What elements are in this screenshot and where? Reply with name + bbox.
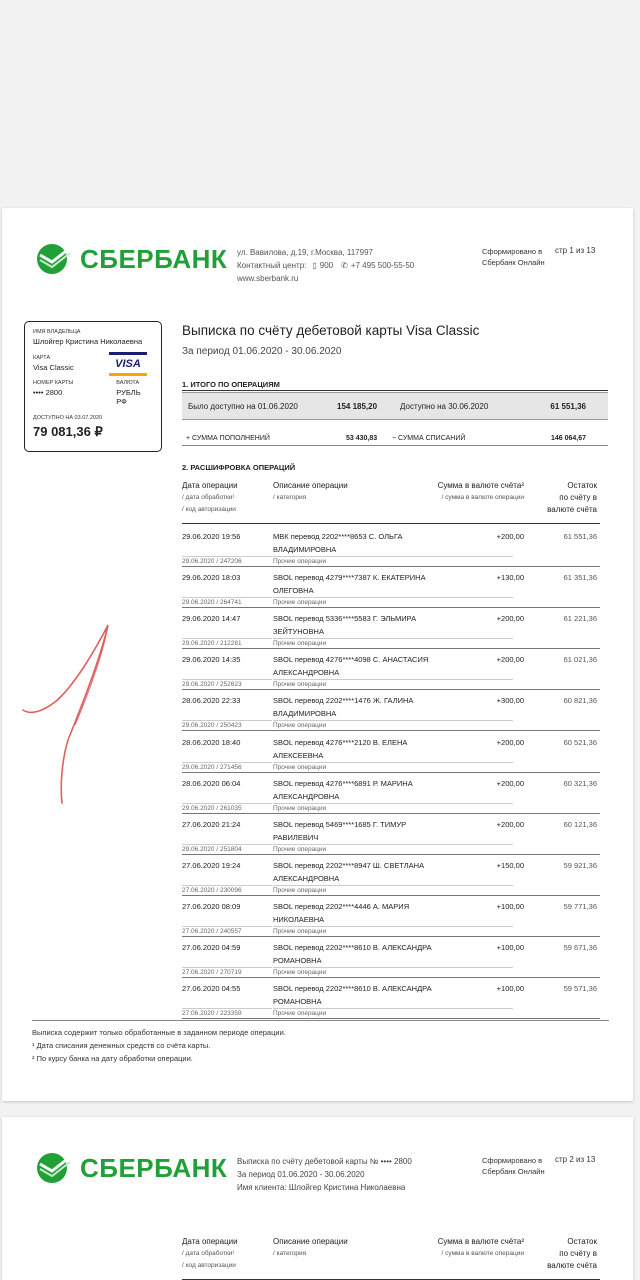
footnote-1: Выписка содержит только обработанные в заданном периоде операции. [32, 1028, 286, 1037]
col-date-sub2: / код авторизации [182, 1262, 236, 1269]
transaction-processing: 27.06.2020 / 240557 [182, 926, 272, 935]
transaction-date: 27.06.2020 21:24 [182, 819, 241, 829]
transaction-row [182, 732, 600, 773]
transaction-amount: +200,00 [496, 737, 524, 747]
transaction-processing: 29.06.2020 / 247206 [182, 556, 272, 565]
page-number: стр 1 из 13 [555, 246, 596, 255]
transaction-balance: 61 351,36 [563, 573, 597, 583]
transaction-processing: 27.06.2020 / 230096 [182, 885, 272, 894]
col-amount: Сумма в валюте счёта² [437, 481, 524, 490]
transaction-description: SBOL перевод 2202****1476 Ж. ГАЛИНА ВЛАДИМИРОВНА [273, 696, 414, 719]
transaction-balance: 60 121,36 [563, 819, 597, 829]
transaction-processing: 27.06.2020 / 223359 [182, 1008, 272, 1017]
page2-info [237, 1155, 412, 1194]
transaction-category: Прочие операции [273, 844, 513, 853]
col-date: Дата операции [182, 481, 238, 490]
transaction-category: Прочие операции [273, 720, 513, 729]
transaction-balance: 60 321,36 [563, 778, 597, 788]
page-number-p2: стр 2 из 13 [555, 1155, 596, 1164]
transaction-category: Прочие операции [273, 926, 513, 935]
transaction-processing: 29.06.2020 / 264741 [182, 597, 272, 606]
phone-long: +7 495 500-55-50 [350, 261, 415, 270]
transaction-date: 27.06.2020 04:55 [182, 984, 241, 994]
transaction-date: 28.06.2020 18:40 [182, 737, 241, 747]
transaction-amount: +100,00 [496, 984, 524, 994]
transaction-category: Прочие операции [273, 1008, 513, 1017]
formed-in-p2 [482, 1155, 548, 1177]
footnotes [32, 1020, 609, 1065]
col-date: Дата операции [182, 1237, 238, 1246]
col-date-sub1: / дата обработки¹ [182, 1250, 235, 1257]
plus-label: + СУММА ПОПОЛНЕНИЙ [186, 435, 270, 442]
transaction-date: 28.06.2020 22:33 [182, 696, 241, 706]
transaction-row [182, 773, 600, 814]
summary-box [182, 392, 608, 420]
col-balance-3: валюте счёта [547, 1261, 597, 1270]
details-section-title: 2. РАСШИФРОВКА ОПЕРАЦИЙ [182, 463, 296, 472]
plus-value: 53 430,83 [346, 435, 378, 442]
contact-label: Контактный центр: [237, 261, 307, 270]
transaction-date: 27.06.2020 08:09 [182, 901, 241, 911]
transaction-processing: 27.06.2020 / 270719 [182, 967, 272, 976]
formed-line-2: Сбербанк Онлайн [482, 258, 545, 267]
formed-line-1: Сформировано в [482, 1156, 543, 1165]
transaction-balance: 59 771,36 [563, 901, 597, 911]
p2-line-3: Имя клиента: Шлойгер Кристина Николаевна [237, 1183, 406, 1192]
col-desc-sub: / категория [273, 494, 307, 501]
card-number-row [33, 380, 153, 406]
transaction-description: SBOL перевод 5469****1685 Г. ТИМУР РАВИЛЕВИЧ [273, 819, 407, 842]
statement-page-2 [2, 1117, 633, 1280]
visa-logo: VISA [109, 352, 147, 376]
transaction-date: 27.06.2020 04:59 [182, 943, 241, 952]
minus-value: 146 064,67 [550, 435, 586, 442]
transaction-amount: +200,00 [496, 819, 524, 829]
col-balance-2: по счёту в [559, 1249, 597, 1258]
summary-section-title: 1. ИТОГО ПО ОПЕРАЦИЯМ [182, 380, 280, 389]
transaction-row [182, 814, 600, 855]
transaction-description: SBOL перевод 2202****8610 В. АЛЕКСАНДРА РОМАНОВНА [273, 984, 432, 1007]
table-header-p2 [182, 1234, 600, 1280]
transaction-row [182, 608, 600, 649]
transaction-row [182, 649, 600, 690]
transaction-processing: 29.06.2020 / 251804 [182, 844, 272, 853]
transaction-amount: +100,00 [496, 901, 524, 911]
brand-name: СБЕРБАНК [80, 243, 228, 274]
transaction-date: 28.06.2020 06:04 [182, 778, 241, 788]
sberbank-logo [32, 242, 227, 276]
number-label: НОМЕР КАРТЫ [33, 380, 74, 386]
transaction-amount: +100,00 [496, 943, 524, 952]
card-number: •••• 2800 [33, 388, 63, 397]
col-date-sub2: / код авторизации [182, 506, 236, 513]
col-balance-1: Остаток [567, 1237, 597, 1246]
mobile-icon: ▯ [312, 261, 317, 270]
card-currency: РУБЛЬ РФ [116, 388, 141, 406]
p2-line-1: Выписка по счёту дебетовой карты № •••• 2800 [237, 1157, 412, 1166]
transaction-row [182, 690, 600, 731]
transaction-balance: 60 821,36 [563, 696, 597, 706]
transaction-description: SBOL перевод 5336****5583 Г. ЭЛЬМИРА ЗЕЙТУНОВНА [273, 614, 417, 637]
col-desc: Описание операции [273, 1237, 348, 1246]
end-label: Доступно на 30.06.2020 [400, 402, 489, 411]
transaction-row [182, 896, 600, 937]
transaction-amount: +300,00 [496, 696, 524, 706]
phone-short: 900 [319, 261, 334, 270]
transaction-category: Прочие операции [273, 638, 513, 647]
start-label: Было доступно на 01.06.2020 [188, 402, 298, 411]
sberbank-logo-p2 [32, 1151, 227, 1185]
transaction-balance: 59 921,36 [563, 860, 597, 870]
transaction-balance: 61 021,36 [563, 655, 597, 665]
bank-address-block [237, 246, 414, 285]
transaction-category: Прочие операции [273, 679, 513, 688]
transaction-description: SBOL перевод 4276****4098 С. АНАСТАСИЯ АЛЕКСАНДРОВНА [273, 655, 429, 678]
totals-row [182, 432, 608, 446]
statement-title: Выписка по счёту дебетовой карты Visa Classic [182, 323, 480, 338]
brand-name: СБЕРБАНК [80, 1152, 228, 1183]
sberbank-logo-icon [32, 242, 76, 276]
transaction-balance: 60 521,36 [563, 737, 597, 747]
table-header [182, 478, 600, 524]
col-desc: Описание операции [273, 481, 348, 490]
transaction-row [182, 567, 600, 608]
col-date-sub1: / дата обработки¹ [182, 494, 235, 501]
transaction-description: SBOL перевод 2202****8610 В. АЛЕКСАНДРА РОМАНОВНА [273, 943, 432, 965]
available-label: ДОСТУПНО НА 03.07.2020 [33, 415, 103, 421]
transaction-description: SBOL перевод 4276****6891 Р. МАРИНА АЛЕКСАНДРОВНА [273, 778, 413, 801]
owner-name: Шлойгер Кристина Николаевна [33, 337, 143, 346]
transaction-category: Прочие операции [273, 967, 513, 976]
transaction-category: Прочие операции [273, 762, 513, 771]
transaction-date: 29.06.2020 14:35 [182, 655, 241, 665]
transaction-row [182, 937, 600, 978]
formed-line-1: Сформировано в [482, 247, 543, 256]
transaction-balance: 61 551,36 [563, 532, 597, 541]
card-info-box [24, 321, 162, 452]
transaction-description: МВК перевод 2202****8653 С. ОЛЬГА ВЛАДИМИРОВНА [273, 532, 403, 554]
transaction-processing: 29.06.2020 / 252623 [182, 679, 272, 688]
transaction-amount: +200,00 [496, 532, 524, 541]
statement-period: За период 01.06.2020 - 30.06.2020 [182, 346, 342, 357]
transaction-balance: 59 571,36 [563, 984, 597, 994]
sberbank-logo-icon [32, 1151, 76, 1185]
transaction-processing: 29.06.2020 / 250423 [182, 720, 272, 729]
transaction-balance: 61 221,36 [563, 614, 597, 624]
transaction-amount: +200,00 [496, 778, 524, 788]
transaction-amount: +130,00 [496, 573, 524, 583]
contact-row [237, 259, 414, 272]
end-value: 61 551,36 [550, 402, 586, 411]
col-amount-sub: / сумма в валюте операции [441, 1250, 524, 1257]
start-value: 154 185,20 [337, 402, 378, 411]
col-balance-1: Остаток [567, 481, 597, 490]
transaction-date: 29.06.2020 14:47 [182, 614, 241, 624]
transaction-date: 27.06.2020 19:24 [182, 860, 241, 870]
transaction-category: Прочие операции [273, 885, 513, 894]
card-type: Visa Classic [33, 363, 74, 372]
bank-address: ул. Вавилова, д.19, г.Москва, 117997 [237, 248, 373, 257]
col-balance-3: валюте счёта [547, 505, 597, 514]
transaction-balance: 59 671,36 [563, 943, 597, 952]
bank-website[interactable]: www.sberbank.ru [237, 274, 299, 283]
owner-label: ИМЯ ВЛАДЕЛЬЦА [33, 329, 81, 335]
transaction-amount: +200,00 [496, 614, 524, 624]
transaction-processing: 29.06.2020 / 271456 [182, 762, 272, 771]
transaction-processing: 29.06.2020 / 261035 [182, 803, 272, 812]
footnote-3: ² По курсу банка на дату обработки операции. [32, 1054, 193, 1063]
transaction-date: 29.06.2020 19:56 [182, 532, 241, 541]
transaction-date: 29.06.2020 18:03 [182, 573, 241, 583]
phone-icon: ✆ [341, 261, 348, 270]
p2-line-2: За период 01.06.2020 - 30.06.2020 [237, 1170, 365, 1179]
formed-in [482, 246, 548, 268]
transaction-row [182, 978, 600, 1019]
minus-label: − СУММА СПИСАНИЙ [392, 435, 466, 442]
transaction-processing: 29.06.2020 / 212281 [182, 638, 272, 647]
col-amount: Сумма в валюте счёта² [437, 1237, 524, 1246]
transaction-description: SBOL перевод 2202****8947 Ш. СВЕТЛАНА АЛЕКСАНДРОВНА [273, 860, 425, 883]
available-amount: 79 081,36 ₽ [33, 424, 103, 439]
transaction-amount: +150,00 [496, 860, 524, 870]
transaction-description: SBOL перевод 4279****7387 К. ЕКАТЕРИНА ОЛЕГОВНА [273, 573, 426, 596]
col-desc-sub: / категория [273, 1250, 307, 1257]
transaction-amount: +200,00 [496, 655, 524, 665]
transaction-category: Прочие операции [273, 597, 513, 606]
transaction-row [182, 855, 600, 896]
transaction-row [182, 526, 600, 567]
col-amount-sub: / сумма в валюте операции [441, 494, 524, 501]
transaction-category: Прочие операции [273, 556, 513, 565]
handwritten-one-annotation [20, 620, 115, 805]
col-balance-2: по счёту в [559, 493, 597, 502]
transaction-category: Прочие операции [273, 803, 513, 812]
transaction-description: SBOL перевод 4276****2120 В. ЕЛЕНА АЛЕКСЕЕВНА [273, 737, 408, 760]
currency-label: ВАЛЮТА [116, 380, 140, 386]
formed-line-2: Сбербанк Онлайн [482, 1167, 545, 1176]
transaction-description: SBOL перевод 2202****4446 А. МАРИЯ НИКОЛАЕВНА [273, 901, 410, 924]
footnote-2: ¹ Дата списания денежных средств со счёта карты. [32, 1041, 211, 1050]
card-label: КАРТА [33, 355, 51, 361]
